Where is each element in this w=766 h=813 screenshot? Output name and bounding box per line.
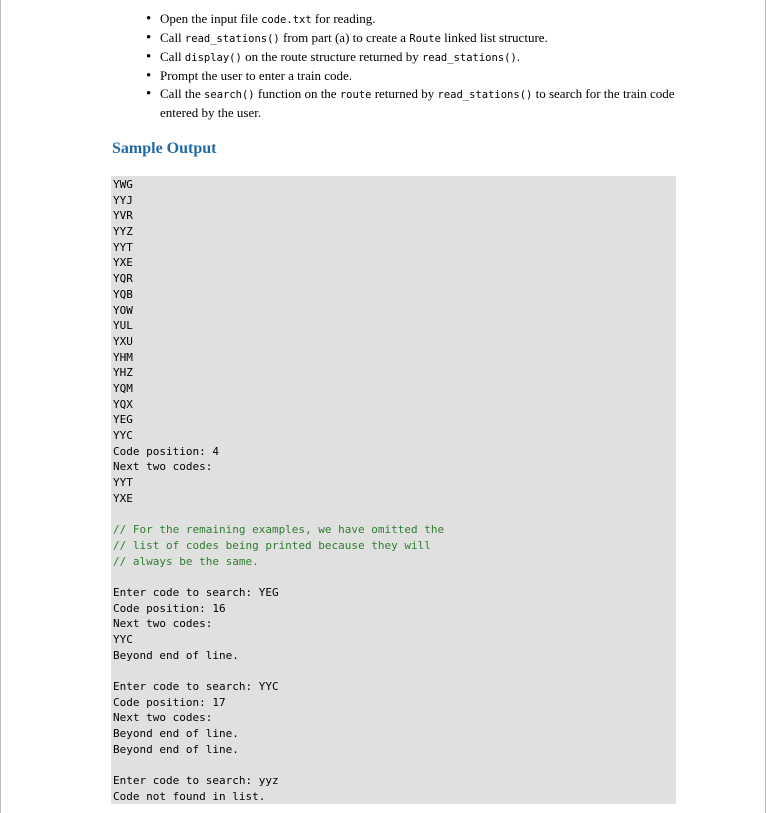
console-line: YQX bbox=[113, 397, 133, 411]
console-line: YHM bbox=[113, 350, 133, 364]
console-line: YQM bbox=[113, 381, 133, 395]
console-line bbox=[113, 506, 676, 522]
console-line: YYC bbox=[113, 632, 133, 646]
console-line: Code position: 4 bbox=[113, 444, 219, 458]
inline-code: Route bbox=[409, 33, 441, 45]
console-line: YEG bbox=[113, 413, 133, 427]
console-line bbox=[113, 757, 676, 773]
console-line: YQB bbox=[113, 287, 133, 301]
console-line: YWG bbox=[113, 178, 133, 191]
console-line: YUL bbox=[113, 319, 133, 333]
sample-output-heading: Sample Output bbox=[112, 140, 217, 157]
console-line: YYC bbox=[113, 429, 133, 442]
console-comment-line: // list of codes being printed because they will bbox=[113, 538, 431, 552]
console-line: YQR bbox=[113, 272, 133, 286]
inline-code: read_stations() bbox=[421, 52, 517, 64]
inline-code: code.txt bbox=[261, 14, 312, 26]
console-line bbox=[113, 569, 676, 585]
console-line: YYJ bbox=[113, 193, 133, 207]
instruction-item bbox=[146, 29, 686, 48]
instruction-item bbox=[146, 48, 686, 67]
console-line: Enter code to search: YEG bbox=[113, 585, 279, 599]
instruction-text: to search for the train code entered by the user. bbox=[160, 86, 675, 120]
console-line: Next two codes: bbox=[113, 711, 213, 725]
console-line: Next two codes: bbox=[113, 617, 213, 631]
inline-code: read_stations() bbox=[184, 33, 280, 45]
instruction-text: Open the input file bbox=[160, 11, 262, 26]
console-comment-line: // For the remaining examples, we have omitted the bbox=[113, 523, 445, 537]
instruction-text: Prompt the user to enter a train code. bbox=[160, 68, 353, 83]
inline-code: search() bbox=[204, 89, 255, 101]
inline-code: route bbox=[339, 89, 372, 101]
console-line: Enter code to search: yyz bbox=[113, 774, 279, 788]
instruction-text: Call bbox=[160, 30, 185, 45]
console-line: Next two codes: bbox=[113, 460, 213, 474]
instruction-text: . bbox=[516, 49, 521, 64]
console-line: Code position: 16 bbox=[113, 601, 226, 615]
console-line: YVR bbox=[113, 209, 133, 223]
console-line: YYT bbox=[113, 240, 133, 254]
instruction-list bbox=[146, 10, 686, 122]
console-line: YXE bbox=[113, 491, 133, 505]
instruction-text: linked list structure. bbox=[440, 30, 548, 45]
console-line: Beyond end of line. bbox=[113, 742, 239, 756]
console-line: Code position: 17 bbox=[113, 695, 226, 709]
console-line bbox=[113, 663, 676, 679]
console-line: YHZ bbox=[113, 366, 133, 380]
console-line: YOW bbox=[113, 303, 133, 317]
inline-code: read_stations() bbox=[437, 89, 533, 101]
console-line: YYT bbox=[113, 476, 133, 490]
console-line: Beyond end of line. bbox=[113, 648, 239, 662]
instruction-text: from part (a) to create a bbox=[279, 30, 410, 45]
console-line: Enter code to search: YYC bbox=[113, 680, 279, 693]
instruction-text: Call bbox=[160, 49, 185, 64]
console-comment-line: // always be the same. bbox=[113, 554, 259, 568]
console-line: YXU bbox=[113, 334, 133, 348]
console-line: Beyond end of line. bbox=[113, 727, 239, 741]
instruction-text: Call the bbox=[160, 86, 205, 101]
instruction-item bbox=[146, 10, 686, 29]
instruction-item bbox=[146, 85, 686, 122]
console-line: YYZ bbox=[113, 225, 133, 239]
instruction-text: returned by bbox=[371, 86, 438, 101]
page-border-left bbox=[0, 0, 1, 813]
sample-output-console bbox=[111, 176, 676, 804]
console-line: YXE bbox=[113, 256, 133, 270]
console-line: Code not found in list. bbox=[113, 789, 266, 803]
instruction-text: for reading. bbox=[311, 11, 376, 26]
instruction-text: function on the bbox=[254, 86, 340, 101]
instruction-text: on the route structure returned by bbox=[241, 49, 422, 64]
inline-code: display() bbox=[184, 52, 242, 64]
instruction-item bbox=[146, 67, 686, 85]
